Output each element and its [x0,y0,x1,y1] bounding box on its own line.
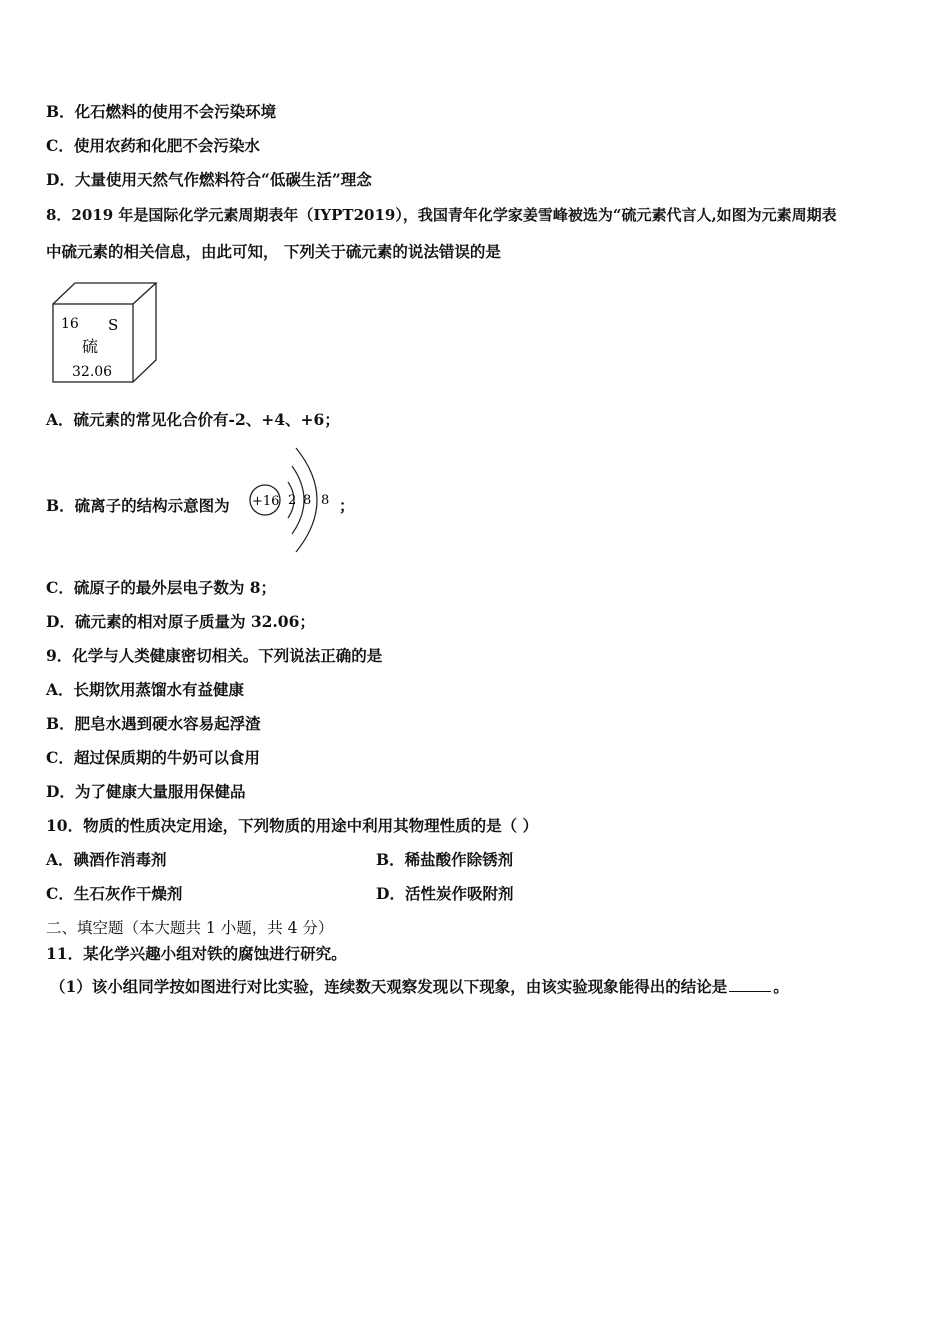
element-mass: 32.06 [72,364,113,380]
q10-option-c: C．生石灰作干燥剂 [46,884,183,903]
element-number: 16 [61,316,79,332]
q11-part1-end: 。 [773,977,789,996]
element-symbol: S [108,316,119,334]
q10-stem: 10．物质的性质决定用途，下列物质的用途中利用其物理性质的是（ ） [46,816,538,835]
q8-option-b-label: B．硫离子的结构示意图为 [46,496,230,515]
q11-part1-text: （1）该小组同学按如图进行对比实验，连续数天观察发现以下现象，由该实验现象能得出的结论是 [50,977,728,996]
q9-option-b: B．肥皂水遇到硬水容易起浮渣 [46,714,261,733]
element-name: 硫 [82,337,99,356]
q8-stem-line2: 中硫元素的相关信息，由此可知， 下列关于硫元素的说法错误的是 [46,242,501,261]
ion-shell-1: 2 [288,493,297,508]
sulfur-element-cell [52,282,158,384]
q8-option-d: D．硫元素的相对原子质量为 32.06； [46,612,315,631]
ion-shell-3: 8 [321,493,330,508]
q7-option-d: D．大量使用天然气作燃料符合“低碳生活”理念 [46,170,372,189]
q8-option-b-suffix: ； [339,496,355,515]
q10-option-a: A．碘酒作消毒剂 [46,850,167,869]
q7-option-b: B．化石燃料的使用不会污染环境 [46,102,277,121]
section-heading: 二、填空题（本大题共 1 小题，共 4 分） [46,919,334,937]
sulfur-ion-diagram [246,446,342,556]
q9-option-c: C．超过保质期的牛奶可以食用 [46,748,260,767]
q11-part1 [50,977,789,997]
q10-option-b: B．稀盐酸作除锈剂 [376,850,514,869]
q8-option-a: A．硫元素的常见化合价有-2、+4、+6； [46,410,340,429]
q9-option-d: D．为了健康大量服用保健品 [46,782,246,801]
q9-option-a: A．长期饮用蒸馏水有益健康 [46,680,245,699]
q9-stem: 9．化学与人类健康密切相关。下列说法正确的是 [46,646,383,665]
ion-nucleus: +16 [252,494,280,509]
answer-blank[interactable] [729,977,771,992]
q10-option-d: D．活性炭作吸附剂 [376,884,514,903]
ion-shell-2: 8 [303,493,312,508]
q8-option-c: C．硫原子的最外层电子数为 8； [46,578,277,597]
q11-stem: 11．某化学兴趣小组对铁的腐蚀进行研究。 [46,944,347,963]
q7-option-c: C．使用农药和化肥不会污染水 [46,136,260,155]
q8-stem-line1: 8．2019 年是国际化学元素周期表年（IYPT2019），我国青年化学家姜雪峰被选为“硫元素代言人,如图为元素周期表 [46,206,837,224]
